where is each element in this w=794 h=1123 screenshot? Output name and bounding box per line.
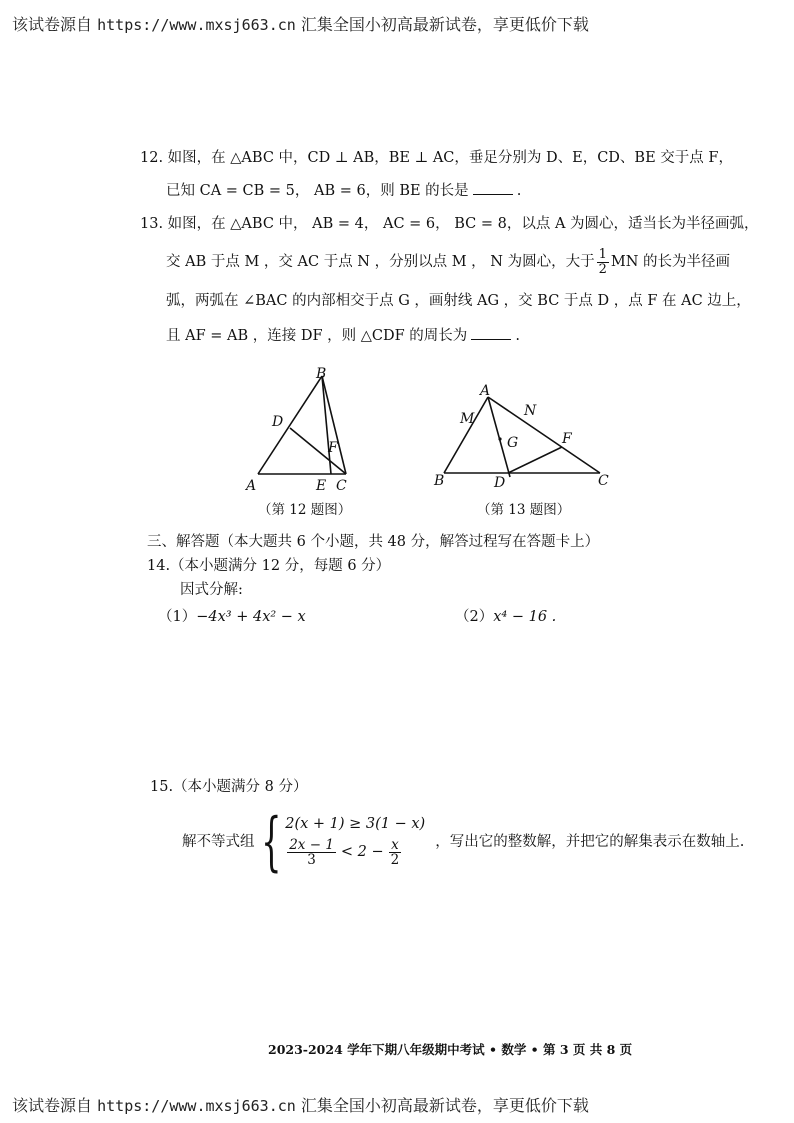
inequality-2-middle: < 2 − (340, 844, 384, 860)
inequality-2 (285, 838, 425, 867)
fig13-label-b: B (434, 473, 445, 489)
q15-body (182, 805, 745, 879)
q13-line2-text: 交 AB 于点 M ，交 AC 于点 N ，分别以点 M ， N 为圆心，大于 (166, 253, 595, 270)
fig12-label-d: D (272, 414, 284, 430)
section-3-title: 三、解答题（本大题共 6 个小题，共 48 分，解答过程写在答题卡上） (147, 534, 600, 550)
footer-prefix: 该试卷源自 (12, 1096, 93, 1115)
fig13-label-d: D (494, 475, 506, 490)
inequality-2-right-fraction (389, 838, 402, 867)
fig12-label-f: F (328, 440, 338, 456)
frac-numerator: 2x − 1 (289, 836, 334, 853)
q14-part1-label: （1） (158, 609, 197, 625)
fig13-label-c: C (598, 473, 609, 489)
q13-fraction (597, 248, 609, 276)
q15-prefix: 解不等式组 (182, 833, 255, 850)
q13-period: . (515, 328, 520, 344)
footer-suffix: 汇集全国小初高最新试卷，享更低价下载 (300, 1096, 589, 1115)
header-url-link[interactable]: https://www.mxsj663.cn (97, 16, 296, 34)
q15-instruction: ，写出它的整数解，并把它的解集表示在数轴上. (435, 833, 745, 850)
inequality-1: 2(x + 1) ≥ 3(1 − x) (285, 816, 426, 833)
q13-line1: 13. 如图，在 △ABC 中， AB = 4， AC = 6， BC = 8，以点 A 为圆心，适当长为半径画弧， (140, 216, 759, 232)
left-brace: { (260, 805, 282, 879)
page-footer: 2023-2024 学年下期八年级期中考试 • 数学 • 第 3 页 共 8 页 (268, 1042, 633, 1057)
q12-answer-blank (473, 193, 513, 195)
inequality-system (255, 805, 426, 879)
q14-part2 (455, 610, 556, 625)
q12-line1: 12. 如图，在 △ABC 中，CD ⊥ AB，BE ⊥ AC，垂足分别为 D、E，CD、BE 交于点 F， (140, 150, 733, 166)
header-banner (12, 12, 589, 35)
fig13-edge-ac (488, 397, 600, 473)
q13-line2 (166, 248, 730, 276)
frac-denominator: 2 (390, 851, 400, 868)
q13-line4-text: 且 AF = AB ，连接 DF ，则 △CDF 的周长为 (166, 328, 468, 344)
fig13-point-g (498, 437, 501, 440)
footer-url-link[interactable]: https://www.mxsj663.cn (97, 1097, 296, 1115)
frac-numerator: x (391, 836, 399, 853)
q13-line4 (166, 329, 520, 344)
q14-part1 (158, 610, 306, 625)
fig12-segment-be (322, 376, 331, 474)
figure-12-diagram (236, 360, 366, 495)
q14-part2-label: （2） (455, 609, 494, 625)
fig12-caption: （第 12 题图） (258, 502, 352, 518)
fig12-label-a: A (246, 478, 257, 494)
inequality-2-left-fraction (287, 838, 336, 867)
q14-heading: 14.（本小题满分 12 分，每题 6 分） (147, 558, 391, 574)
frac-denominator: 2 (598, 261, 607, 277)
fig12-label-c: C (336, 478, 347, 494)
footer-banner (12, 1093, 589, 1116)
fig13-edge-ab (444, 397, 488, 473)
fig12-label-b: B (316, 366, 327, 382)
fig13-label-g: G (507, 435, 519, 451)
q14-intro: 因式分解: (180, 582, 243, 598)
fig12-label-e: E (316, 478, 327, 494)
frac-denominator: 3 (307, 851, 316, 868)
fig12-edge-ab (258, 376, 322, 474)
fig13-label-f: F (562, 431, 572, 447)
fig13-caption: （第 13 题图） (477, 502, 571, 518)
q13-line3: 弧，两弧在 ∠BAC 的内部相交于点 G ，画射线 AG ，交 BC 于点 D ，点 F 在 AC 边上， (166, 293, 751, 309)
q14-part1-expression: −4x³ + 4x² − x (196, 609, 306, 625)
q15-heading: 15.（本小题满分 8 分） (150, 779, 308, 795)
fig13-label-a: A (480, 383, 491, 399)
fig13-label-m: M (460, 411, 475, 427)
fig12-edge-bc (322, 376, 346, 474)
q12-period: . (516, 183, 522, 199)
header-prefix: 该试卷源自 (12, 15, 93, 34)
inequality-rows (285, 817, 425, 867)
q14-part2-expression: x⁴ − 16 . (493, 609, 557, 625)
q13-line2-tail: MN 的长为半径画 (610, 253, 731, 270)
frac-numerator: 1 (598, 247, 607, 262)
fig13-label-n: N (524, 403, 537, 419)
q12-text: 已知 CA = CB = 5， AB = 6，则 BE 的长是 (166, 183, 469, 199)
q13-answer-blank (471, 338, 511, 340)
q12-line2 (166, 184, 521, 199)
figure-13-diagram (430, 375, 620, 490)
header-suffix: 汇集全国小初高最新试卷，享更低价下载 (300, 15, 589, 34)
